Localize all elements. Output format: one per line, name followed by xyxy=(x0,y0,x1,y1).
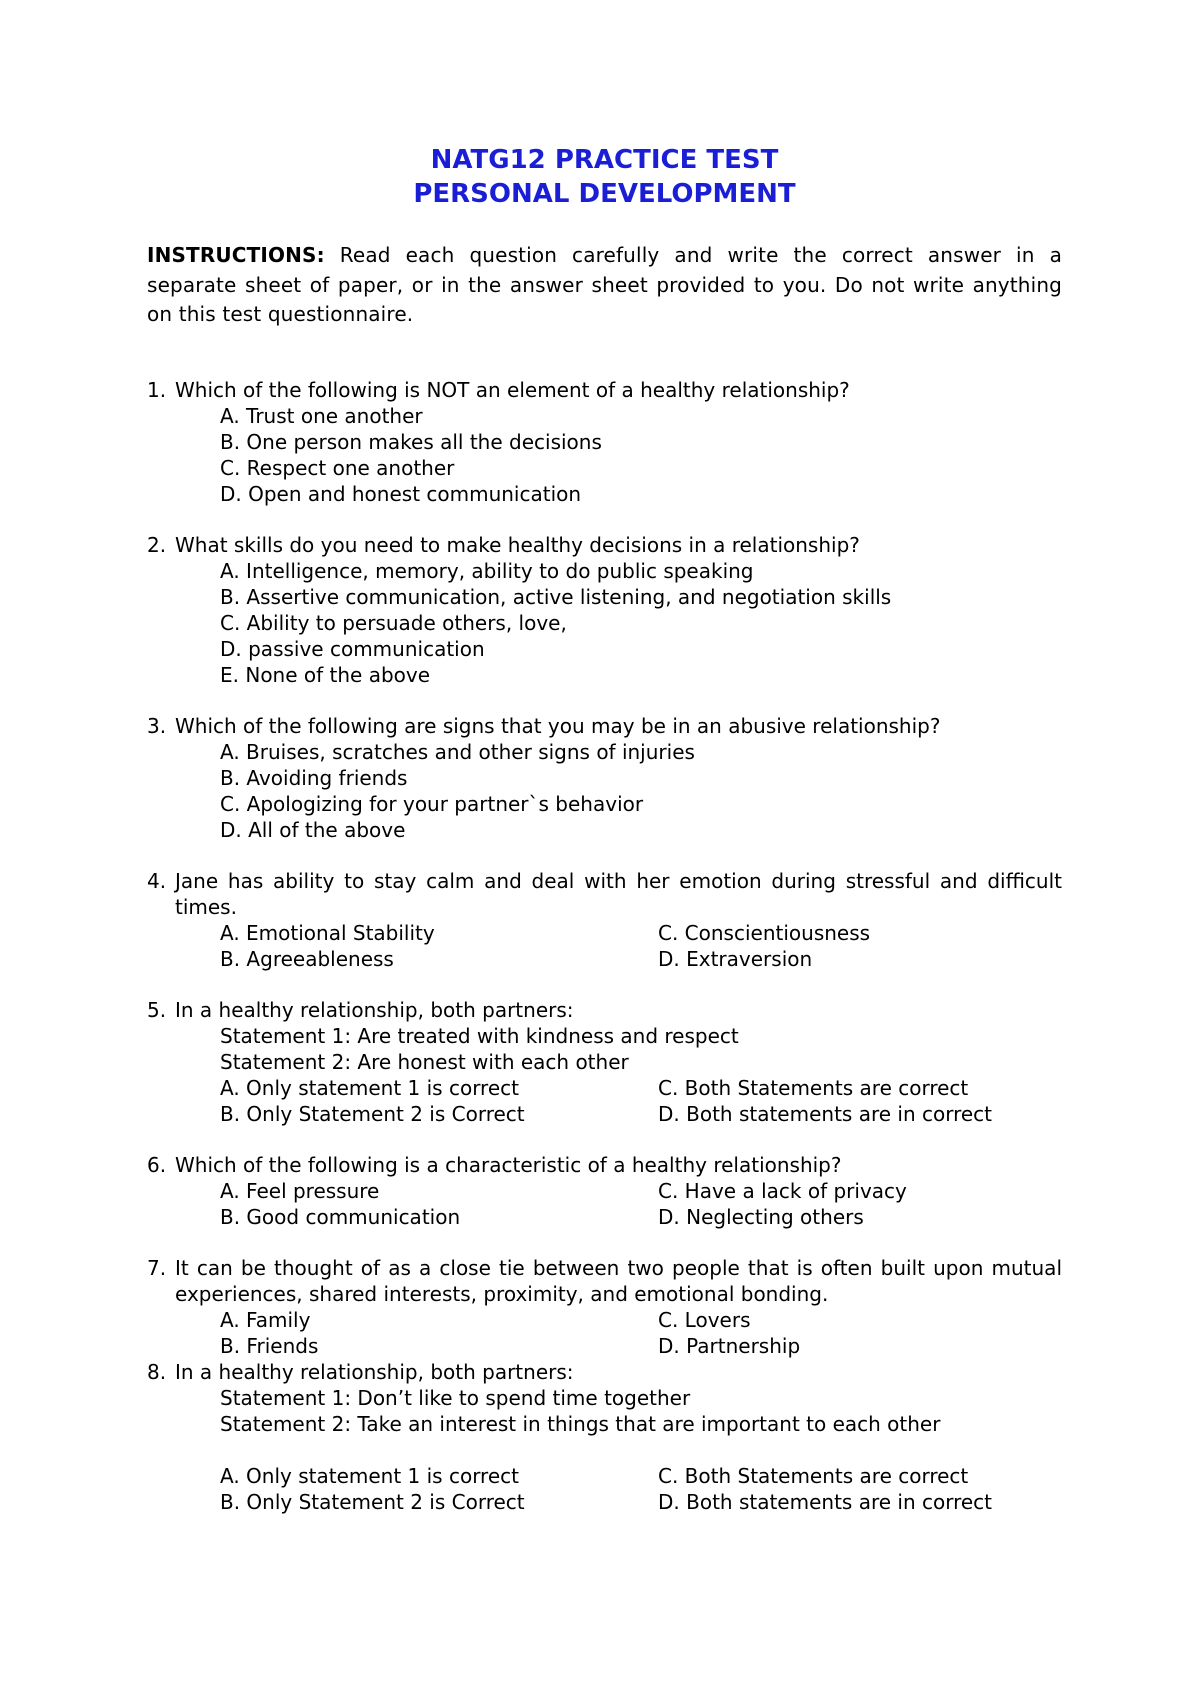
instructions-label: INSTRUCTIONS: xyxy=(147,243,325,267)
title-line-2: PERSONAL DEVELOPMENT xyxy=(413,179,796,209)
question-stem: In a healthy relationship, both partners: xyxy=(175,997,574,1022)
option: C. Have a lack of privacy xyxy=(658,1178,907,1203)
option: C. Conscientiousness xyxy=(658,920,871,945)
question-number: 4. xyxy=(147,868,167,893)
question-number: 6. xyxy=(147,1152,167,1177)
option-grid xyxy=(147,1307,1062,1359)
option: C. Ability to persuade others, love, xyxy=(220,610,567,635)
question-3 xyxy=(147,713,1062,843)
question-stem: Which of the following are signs that you may be in an abusive relationship? xyxy=(175,713,941,738)
option: B. Avoiding friends xyxy=(220,765,408,790)
option: C. Both Statements are correct xyxy=(658,1463,969,1488)
option: D. Neglecting others xyxy=(658,1204,864,1229)
option: D. Extraversion xyxy=(658,946,813,971)
option: A. Only statement 1 is correct xyxy=(220,1075,519,1100)
question-4 xyxy=(147,868,1062,972)
instructions xyxy=(147,241,1062,330)
question-number: 8. xyxy=(147,1359,167,1384)
spacer xyxy=(147,1437,1062,1463)
question-5 xyxy=(147,997,1062,1127)
option-grid xyxy=(147,1178,1062,1230)
option: B. Agreeableness xyxy=(220,946,394,971)
question-number: 5. xyxy=(147,997,167,1022)
option: A. Intelligence, memory, ability to do public speaking xyxy=(220,558,754,583)
option-grid xyxy=(147,920,1062,972)
option: D. passive communication xyxy=(220,636,485,661)
statement: Statement 1: Don’t like to spend time together xyxy=(220,1385,691,1410)
option: C. Respect one another xyxy=(220,455,455,480)
question-stem: It can be thought of as a close tie between two people that is often built upon mutual experiences, shared interests, proximity, and emotional bonding. xyxy=(175,1255,1062,1306)
instructions-text: Read each question carefully and write the correct answer in a separate sheet of paper, or in the answer sheet provided to you. Do not write anything on this test questionnaire. xyxy=(147,243,1062,326)
question-stem: What skills do you need to make healthy decisions in a relationship? xyxy=(175,532,860,557)
option: D. Open and honest communication xyxy=(220,481,582,506)
option: B. Good communication xyxy=(220,1204,461,1229)
option-grid xyxy=(147,1463,1062,1515)
question-8 xyxy=(147,1359,1062,1515)
question-1 xyxy=(147,377,1062,507)
question-stem: Which of the following is a characteristic of a healthy relationship? xyxy=(175,1152,842,1177)
question-number: 3. xyxy=(147,713,167,738)
statement: Statement 2: Are honest with each other xyxy=(220,1049,629,1074)
option: B. Only Statement 2 is Correct xyxy=(220,1101,525,1126)
question-stem: Which of the following is NOT an element of a healthy relationship? xyxy=(175,377,850,402)
option: A. Only statement 1 is correct xyxy=(220,1463,519,1488)
option: D. Both statements are in correct xyxy=(658,1489,993,1514)
question-7 xyxy=(147,1255,1062,1359)
option: E. None of the above xyxy=(220,662,431,687)
option: C. Apologizing for your partner`s behavior xyxy=(220,791,644,816)
question-stem: In a healthy relationship, both partners: xyxy=(175,1359,574,1384)
option: B. Assertive communication, active listening, and negotiation skills xyxy=(220,584,892,609)
option: D. Partnership xyxy=(658,1333,801,1358)
question-number: 7. xyxy=(147,1255,167,1280)
question-6 xyxy=(147,1152,1062,1230)
page-title xyxy=(147,143,1062,211)
option: B. Friends xyxy=(220,1333,319,1358)
option: C. Lovers xyxy=(658,1307,751,1332)
question-list xyxy=(147,377,1062,1515)
statement: Statement 2: Take an interest in things that are important to each other xyxy=(220,1411,941,1436)
option: A. Emotional Stability xyxy=(220,920,435,945)
question-number: 1. xyxy=(147,377,167,402)
question-2 xyxy=(147,532,1062,688)
option: D. Both statements are in correct xyxy=(658,1101,993,1126)
option: A. Trust one another xyxy=(220,403,423,428)
option: A. Bruises, scratches and other signs of injuries xyxy=(220,739,695,764)
title-line-1: NATG12 PRACTICE TEST xyxy=(430,145,779,175)
option: D. All of the above xyxy=(220,817,406,842)
statement: Statement 1: Are treated with kindness and respect xyxy=(220,1023,739,1048)
option: B. Only Statement 2 is Correct xyxy=(220,1489,525,1514)
option-grid xyxy=(147,1075,1062,1127)
option: A. Family xyxy=(220,1307,311,1332)
option: A. Feel pressure xyxy=(220,1178,380,1203)
question-stem: Jane has ability to stay calm and deal with her emotion during stressful and difficult times. xyxy=(175,868,1062,919)
option: C. Both Statements are correct xyxy=(658,1075,969,1100)
document-page xyxy=(147,143,1062,1515)
question-number: 2. xyxy=(147,532,167,557)
option: B. One person makes all the decisions xyxy=(220,429,602,454)
